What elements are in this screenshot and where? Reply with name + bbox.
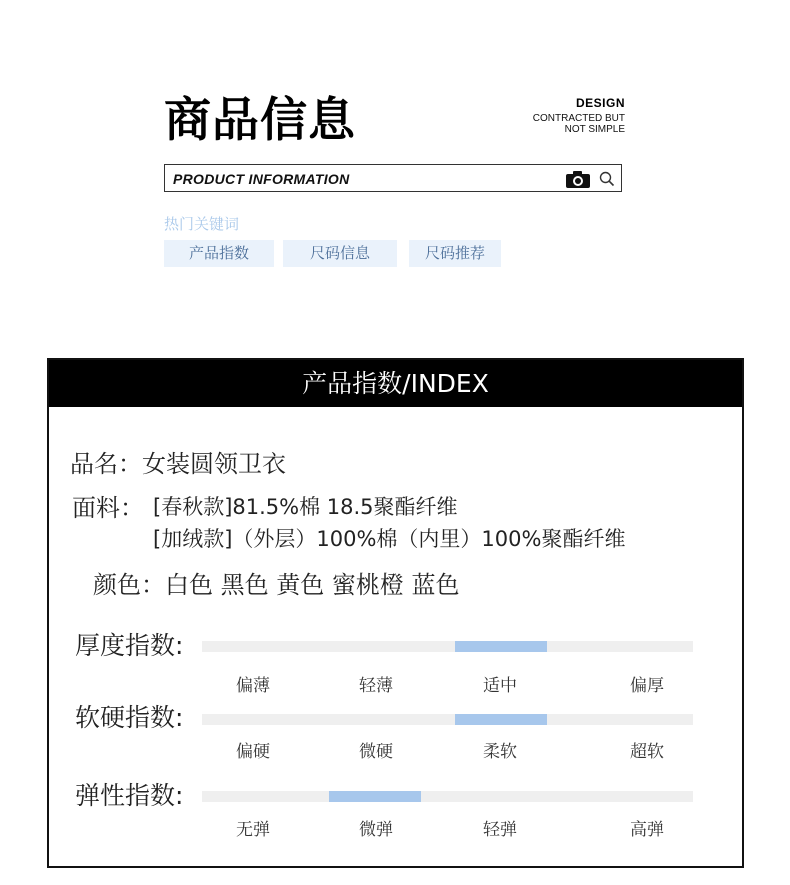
design-word: DESIGN — [575, 96, 625, 110]
tag-size-info[interactable]: 尺码信息 — [283, 240, 397, 267]
elasticity-label-4: 高弹 — [630, 820, 664, 840]
card-title: 产品指数/INDEX — [49, 360, 742, 407]
search-icon[interactable] — [599, 171, 615, 187]
softness-level-indicator — [455, 714, 547, 725]
elasticity-label-3: 轻弹 — [483, 820, 517, 840]
tag-product-index[interactable]: 产品指数 — [164, 240, 274, 267]
softness-label-2: 微硬 — [359, 742, 393, 762]
product-name: 品名：女装圆领卫衣 — [70, 450, 286, 478]
elasticity-title: 弹性指数: — [75, 781, 184, 810]
softness-title: 软硬指数: — [75, 703, 184, 732]
thickness-title: 厚度指数: — [75, 631, 184, 660]
search-bar-text: PRODUCT INFORMATION — [173, 171, 350, 187]
color-options: 颜色：白色 黑色 黄色 蜜桃橙 蓝色 — [93, 571, 460, 599]
thickness-label-3: 适中 — [483, 676, 517, 696]
product-index-card — [47, 358, 744, 868]
elasticity-level-indicator — [329, 791, 421, 802]
thickness-label-4: 偏厚 — [630, 676, 664, 696]
page-title: 商品信息 — [164, 93, 356, 148]
tag-size-recommend[interactable]: 尺码推荐 — [409, 240, 501, 267]
thickness-level-indicator — [455, 641, 547, 652]
camera-icon[interactable] — [565, 170, 591, 188]
fabric-line-1: [春秋款]81.5%棉 18.5聚酯纤维 — [153, 495, 458, 519]
hot-keywords-label: 热门关键词 — [164, 215, 240, 233]
softness-label-4: 超软 — [630, 742, 664, 762]
fabric-label: 面料： — [72, 494, 144, 522]
thickness-label-1: 偏薄 — [236, 676, 270, 696]
softness-track — [202, 714, 693, 725]
design-subtitle-2: NOT SIMPLE — [564, 124, 625, 135]
softness-label-3: 柔软 — [483, 742, 517, 762]
design-subtitle-1: CONTRACTED BUT — [532, 113, 625, 124]
elasticity-label-1: 无弹 — [236, 820, 270, 840]
softness-label-1: 偏硬 — [236, 742, 270, 762]
design-slogan — [500, 96, 625, 135]
elasticity-track — [202, 791, 693, 802]
thickness-track — [202, 641, 693, 652]
thickness-label-2: 轻薄 — [359, 676, 393, 696]
fabric-line-2: [加绒款]（外层）100%棉（内里）100%聚酯纤维 — [153, 527, 626, 551]
search-bar[interactable] — [164, 164, 622, 192]
elasticity-label-2: 微弹 — [359, 820, 393, 840]
